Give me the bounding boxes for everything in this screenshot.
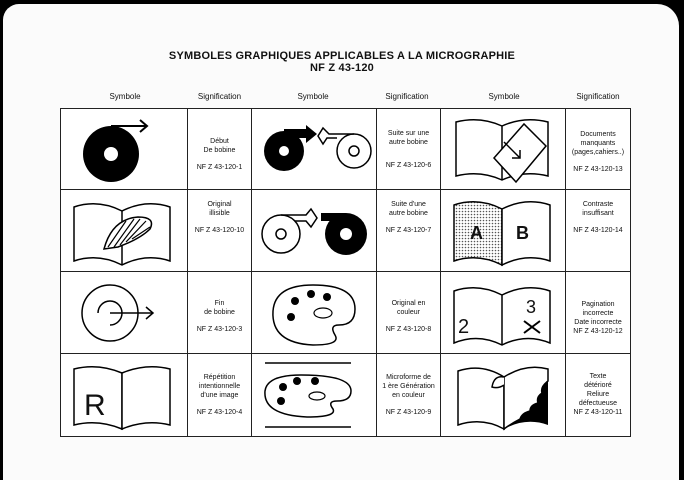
signification-line: De bobine bbox=[203, 147, 236, 154]
missing-documents-icon bbox=[440, 108, 566, 190]
reel-end-icon bbox=[60, 271, 188, 354]
norm-code: NF Z 43-120-1 bbox=[196, 164, 243, 171]
signification-text bbox=[188, 299, 251, 334]
signification-line: Date incorrecte bbox=[574, 319, 622, 326]
signification-line: (pages,cahiers..) bbox=[571, 149, 625, 156]
signification-text bbox=[188, 137, 251, 172]
signification-line: Répétition bbox=[203, 374, 236, 381]
document-subtitle: NF Z 43-120 bbox=[310, 62, 374, 74]
header-signification-2: Signification bbox=[385, 92, 429, 101]
damaged-text-icon bbox=[440, 353, 566, 437]
pagination-icon bbox=[440, 271, 566, 354]
signification-line: couleur bbox=[397, 309, 420, 316]
norm-code: NF Z 43-120-13 bbox=[573, 166, 623, 173]
repeat-letter: R bbox=[84, 389, 106, 422]
norm-code: NF Z 43-120-11 bbox=[573, 409, 623, 416]
signification-line: Original bbox=[207, 201, 232, 208]
signification-line: Suite sur une bbox=[387, 130, 430, 137]
reel-start-icon bbox=[60, 108, 188, 190]
norm-code: NF Z 43-120-10 bbox=[194, 227, 245, 234]
signification-text bbox=[566, 130, 630, 174]
palette-lined-icon bbox=[251, 353, 377, 437]
signification-line: défectueuse bbox=[578, 400, 618, 407]
norm-code: NF Z 43-120-4 bbox=[196, 409, 243, 416]
signification-text bbox=[188, 200, 251, 235]
header-signification-1: Signification bbox=[197, 92, 242, 101]
header-symbole-1: Symbole bbox=[109, 92, 141, 101]
repeat-image-icon bbox=[60, 353, 188, 437]
signification-text bbox=[566, 300, 630, 336]
signification-line: Microforme de bbox=[386, 374, 431, 381]
signification-line: de bobine bbox=[204, 309, 235, 316]
signification-text bbox=[377, 373, 440, 417]
signification-line: Début bbox=[210, 138, 229, 145]
signification-line: Original en bbox=[391, 300, 426, 307]
contrast-letter-b: B bbox=[516, 223, 529, 243]
contrast-letter-a: A bbox=[470, 223, 483, 243]
norm-code: NF Z 43-120-8 bbox=[385, 326, 432, 333]
document-title: SYMBOLES GRAPHIQUES APPLICABLES A LA MICROGRAPHIE bbox=[168, 50, 516, 62]
signification-line: incorrecte bbox=[582, 310, 614, 317]
signification-text bbox=[188, 373, 251, 417]
low-contrast-icon bbox=[440, 189, 566, 272]
palette-icon bbox=[251, 271, 377, 354]
signification-line: d'une image bbox=[200, 392, 239, 399]
signification-line: Documents bbox=[580, 131, 616, 138]
reel-from-other-icon bbox=[251, 189, 377, 272]
signification-text bbox=[377, 129, 440, 170]
signification-line: 1 ère Génération bbox=[382, 383, 435, 390]
header-symbole-3: Symbole bbox=[488, 92, 520, 101]
norm-code: NF Z 43-120-14 bbox=[573, 227, 623, 234]
signification-line: autre bobine bbox=[389, 139, 428, 146]
signification-line: Reliure bbox=[586, 391, 610, 398]
header-signification-3: Signification bbox=[576, 92, 620, 101]
signification-line: manquants bbox=[580, 140, 616, 147]
page-number-right: 3 bbox=[526, 297, 537, 317]
signification-line: illisible bbox=[209, 210, 230, 217]
signification-line: intentionnelle bbox=[198, 383, 241, 390]
signification-line: Texte bbox=[589, 373, 607, 380]
header-symbole-2: Symbole bbox=[297, 92, 329, 101]
norm-code: NF Z 43-120-12 bbox=[573, 328, 623, 335]
norm-code: NF Z 43-120-3 bbox=[196, 326, 243, 333]
signification-line: Contraste bbox=[582, 201, 614, 208]
signification-text bbox=[566, 200, 630, 235]
reel-continues-icon bbox=[251, 108, 377, 190]
signification-line: détérioré bbox=[584, 382, 612, 389]
signification-text bbox=[377, 200, 440, 235]
signification-line: autre bobine bbox=[389, 210, 428, 217]
page-number-left: 2 bbox=[458, 316, 470, 338]
norm-code: NF Z 43-120-6 bbox=[385, 162, 432, 169]
signification-text bbox=[566, 372, 630, 417]
signification-line: Fin bbox=[214, 300, 225, 307]
signification-line: Suite d'une bbox=[391, 201, 426, 208]
norm-code: NF Z 43-120-9 bbox=[385, 409, 432, 416]
signification-line: insuffisant bbox=[582, 210, 614, 217]
signification-text bbox=[377, 299, 440, 334]
signification-line: Pagination bbox=[581, 301, 615, 308]
illegible-original-icon bbox=[60, 189, 188, 272]
norm-code: NF Z 43-120-7 bbox=[385, 227, 432, 234]
signification-line: en couleur bbox=[392, 392, 425, 399]
